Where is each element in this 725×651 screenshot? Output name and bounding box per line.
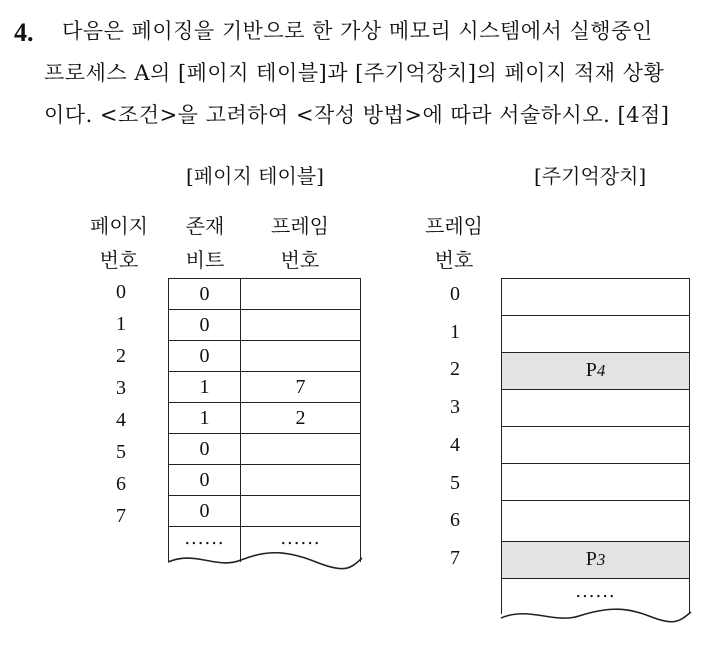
frame-number-cell: 7 bbox=[240, 371, 361, 403]
page-number: 2 bbox=[116, 345, 126, 367]
torn-edge bbox=[166, 552, 364, 572]
torn-edge bbox=[499, 606, 693, 626]
memory-frame-cell-loaded bbox=[501, 352, 690, 390]
memory-frame-header-1: 프레임 bbox=[425, 214, 483, 238]
frame-number-cell bbox=[240, 495, 361, 527]
question-number: 4. bbox=[14, 18, 34, 47]
memory-frame-cell bbox=[501, 278, 690, 316]
page-number: 3 bbox=[116, 377, 126, 399]
memory-frame-number: 3 bbox=[450, 396, 460, 418]
page-number: 4 bbox=[116, 409, 126, 431]
frame-number-cell bbox=[240, 433, 361, 465]
page-number-header-1: 페이지 bbox=[90, 214, 148, 238]
memory-frame-number: 1 bbox=[450, 321, 460, 343]
ellipsis: ...... bbox=[280, 528, 321, 549]
present-bit-cell: 0 bbox=[168, 309, 241, 341]
present-bit-header-1: 존재 bbox=[185, 214, 225, 238]
page-table-title: [페이지 테이블] bbox=[186, 164, 324, 188]
present-bit-cell: 1 bbox=[168, 402, 241, 434]
present-bit-cell: 0 bbox=[168, 433, 241, 465]
page-number-header-2: 번호 bbox=[99, 248, 139, 272]
question-line-1: 다음은 페이징을 기반으로 한 가상 메모리 시스템에서 실행중인 bbox=[62, 19, 653, 43]
page-number: 5 bbox=[116, 441, 126, 463]
frame-number-header-1: 프레임 bbox=[271, 214, 329, 238]
frame-number-header-2: 번호 bbox=[280, 248, 320, 272]
memory-frame-number: 7 bbox=[450, 547, 460, 569]
memory-frame-header-2: 번호 bbox=[434, 248, 474, 272]
present-bit-header-2: 비트 bbox=[185, 248, 225, 272]
frame-number-cell bbox=[240, 278, 361, 310]
memory-frame-cell-loaded bbox=[501, 541, 690, 579]
frame-number-cell bbox=[240, 309, 361, 341]
page-label-subscript: 3 bbox=[596, 550, 606, 569]
page-number: 7 bbox=[116, 505, 126, 527]
memory-title: [주기억장치] bbox=[534, 164, 647, 188]
memory-frame-number: 0 bbox=[450, 283, 460, 305]
question-line-3: 이다. <조건>을 고려하여 <작성 방법>에 따라 서술하시오. [4점] bbox=[44, 103, 670, 127]
memory-frame-number: 6 bbox=[450, 509, 460, 531]
memory-frame-number: 2 bbox=[450, 358, 460, 380]
memory-frame-number: 4 bbox=[450, 434, 460, 456]
page-number: 0 bbox=[116, 281, 126, 303]
ellipsis: ...... bbox=[184, 528, 225, 549]
question-line-2: 프로세스 A의 [페이지 테이블]과 [주기억장치]의 페이지 적재 상황 bbox=[44, 61, 665, 85]
ellipsis: ...... bbox=[575, 581, 616, 602]
present-bit-cell: 0 bbox=[168, 495, 241, 527]
memory-frame-cell bbox=[501, 426, 690, 464]
page-number: 6 bbox=[116, 473, 126, 495]
page-label: P bbox=[585, 548, 597, 570]
present-bit-cell: 1 bbox=[168, 371, 241, 403]
frame-number-cell: 2 bbox=[240, 402, 361, 434]
memory-frame-cell bbox=[501, 389, 690, 427]
memory-frame-cell bbox=[501, 463, 690, 501]
memory-frame-number: 5 bbox=[450, 472, 460, 494]
page-label-subscript: 4 bbox=[596, 361, 606, 380]
frame-number-cell bbox=[240, 340, 361, 372]
page-number: 1 bbox=[116, 313, 126, 335]
present-bit-cell: 0 bbox=[168, 278, 241, 310]
memory-frame-cell bbox=[501, 315, 690, 353]
page-label: P bbox=[585, 359, 597, 381]
memory-frame-cell bbox=[501, 500, 690, 542]
frame-number-cell bbox=[240, 464, 361, 496]
present-bit-cell: 0 bbox=[168, 464, 241, 496]
present-bit-cell: 0 bbox=[168, 340, 241, 372]
